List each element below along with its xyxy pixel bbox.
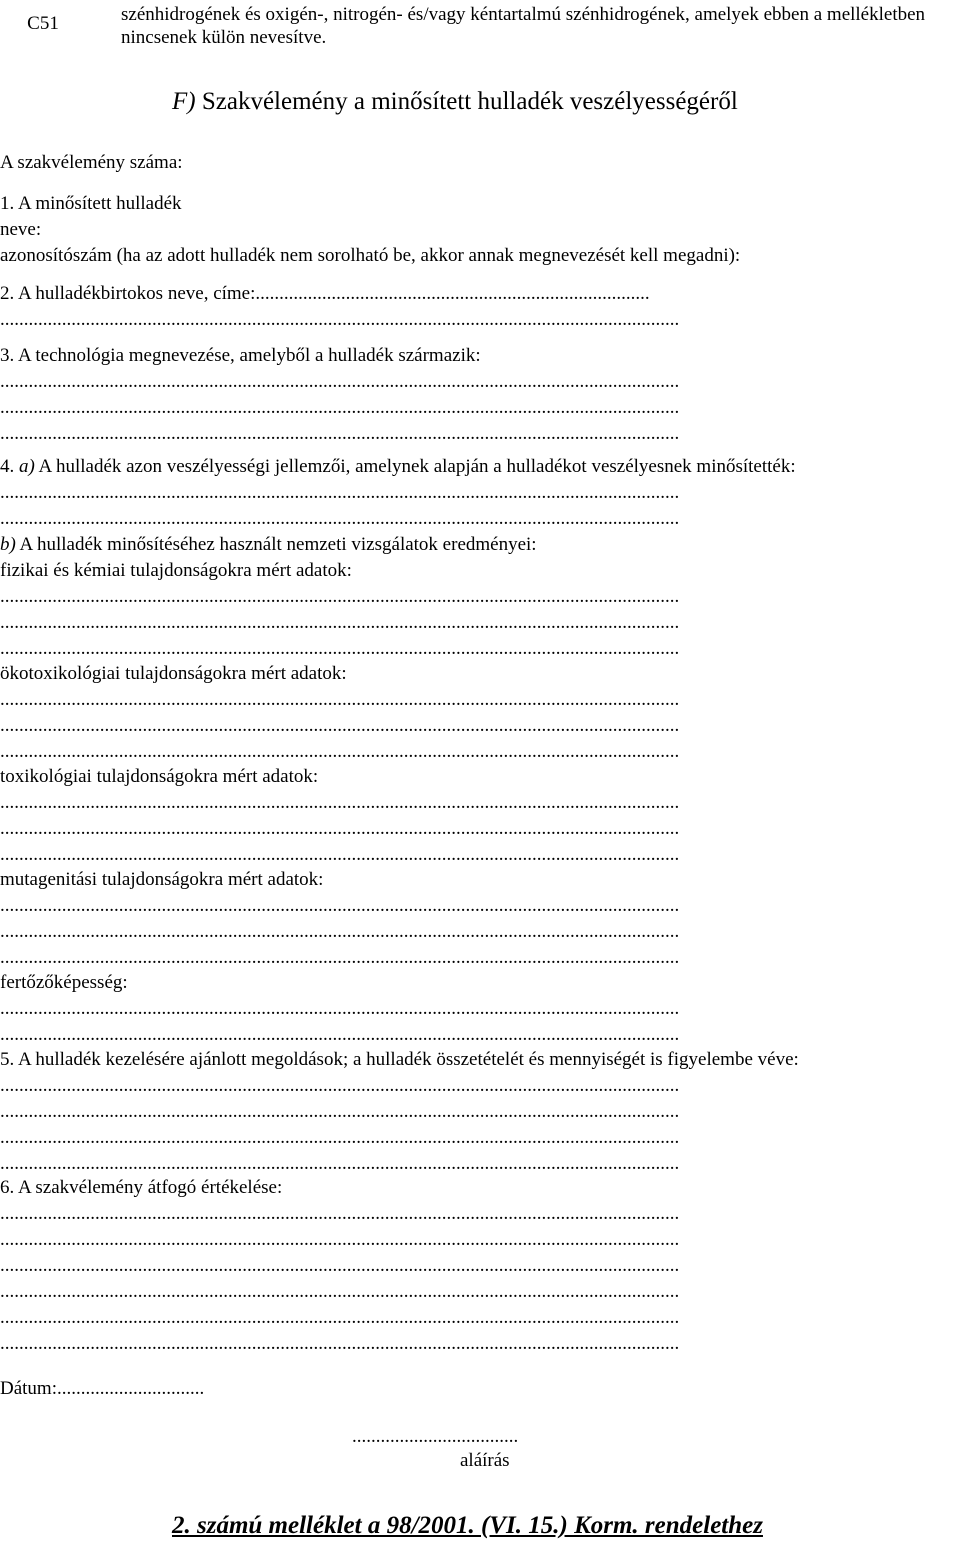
dotted-line: ............................................................................................................................................... [0, 1153, 680, 1174]
item-4b-mark: b) [0, 534, 16, 555]
infectivity-label: fertőzőképesség: [0, 972, 128, 993]
dotted-line: ............................................................................................................................................... [0, 1203, 680, 1224]
dotted-line: ............................................................................................................................................... [0, 998, 680, 1019]
dotted-line: ............................................................................................................................................... [0, 921, 680, 942]
item-4b-label [0, 532, 537, 558]
dotted-line: ............................................................................................................................................... [0, 1024, 680, 1045]
page-code: C51 [27, 13, 59, 34]
dotted-line: ............................................................................................................................................... [0, 1101, 680, 1122]
section-title-text: Szakvélemény a minősített hulladék veszélyességéről [195, 88, 738, 115]
item-5-label: 5. A hulladék kezelésére ajánlott megoldások; a hulladék összetételét és mennyiségét is figyelembe véve: [0, 1049, 799, 1070]
dotted-line: ............................................................................................................................................... [0, 1075, 680, 1096]
date-field: Dátum:............................... [0, 1378, 205, 1399]
physchem-label: fizikai és kémiai tulajdonságokra mért adatok: [0, 560, 352, 581]
dotted-line: ............................................................................................................................................... [0, 741, 680, 762]
item-4-number: 4. [0, 456, 19, 477]
dotted-line: ............................................................................................................................................... [0, 371, 680, 392]
opinion-number-label: A szakvélemény száma: [0, 152, 183, 173]
ecotox-label: ökotoxikológiai tulajdonságokra mért adatok: [0, 663, 347, 684]
tox-label: toxikológiai tulajdonságokra mért adatok: [0, 766, 319, 787]
item-2-label: 2. A hulladékbirtokos neve, címe:................................................................................... [0, 283, 650, 304]
item-4a-text: A hulladék azon veszélyességi jellemzői, amelynek alapján a hulladékot veszélyesnek minősítették: [34, 456, 796, 477]
item-4a-mark: a) [19, 456, 35, 477]
item-4a-label [0, 454, 796, 480]
dotted-line: ............................................................................................................................................... [0, 715, 680, 736]
dotted-line: ............................................................................................................................................... [0, 482, 680, 503]
section-letter: F) [172, 88, 196, 115]
item-4b-text: A hulladék minősítéséhez használt nemzeti vizsgálatok eredményei: [15, 534, 537, 555]
dotted-line: ............................................................................................................................................... [0, 1127, 680, 1148]
dotted-line: ............................................................................................................................................... [0, 818, 680, 839]
dotted-line: ............................................................................................................................................... [0, 1255, 680, 1276]
item-3-label: 3. A technológia megnevezése, amelyből a hulladék származik: [0, 345, 481, 366]
dotted-line: ............................................................................................................................................... [0, 1307, 680, 1328]
section-title [172, 86, 738, 118]
signature-label: aláírás [460, 1450, 510, 1471]
dotted-line: ............................................................................................................................................... [0, 508, 680, 529]
item-6-label: 6. A szakvélemény átfogó értékelése: [0, 1177, 283, 1198]
dotted-line: ............................................................................................................................................... [0, 309, 680, 330]
dotted-line: ............................................................................................................................................... [0, 689, 680, 710]
mutagen-label: mutagenitási tulajdonságokra mért adatok: [0, 869, 324, 890]
dotted-line: ............................................................................................................................................... [0, 638, 680, 659]
dotted-line: ............................................................................................................................................... [0, 792, 680, 813]
item-1-id-label: azonosítószám (ha az adott hulladék nem sorolható be, akkor annak megnevezését kell megadni): [0, 245, 741, 266]
dotted-line: ............................................................................................................................................... [0, 1281, 680, 1302]
dotted-line: ............................................................................................................................................... [0, 844, 680, 865]
dotted-line: ............................................................................................................................................... [0, 947, 680, 968]
signature-line: ................................... [352, 1426, 519, 1447]
dotted-line: ............................................................................................................................................... [0, 423, 680, 444]
dotted-line: ............................................................................................................................................... [0, 586, 680, 607]
dotted-line: ............................................................................................................................................... [0, 1333, 680, 1354]
footer-annex-title: 2. számú melléklet a 98/2001. (VI. 15.) Korm. rendelethez [172, 1512, 763, 1539]
dotted-line: ............................................................................................................................................... [0, 895, 680, 916]
header-text: szénhidrogének és oxigén-, nitrogén- és/vagy kéntartalmú szénhidrogének, amelyek ebben a mellékletben nincsenek külön nevesítve. [121, 4, 926, 48]
dotted-line: ............................................................................................................................................... [0, 397, 680, 418]
dotted-line: ............................................................................................................................................... [0, 1229, 680, 1250]
item-1-name-label: neve: [0, 219, 42, 240]
dotted-line: ............................................................................................................................................... [0, 612, 680, 633]
item-1-title: 1. A minősített hulladék [0, 193, 182, 214]
